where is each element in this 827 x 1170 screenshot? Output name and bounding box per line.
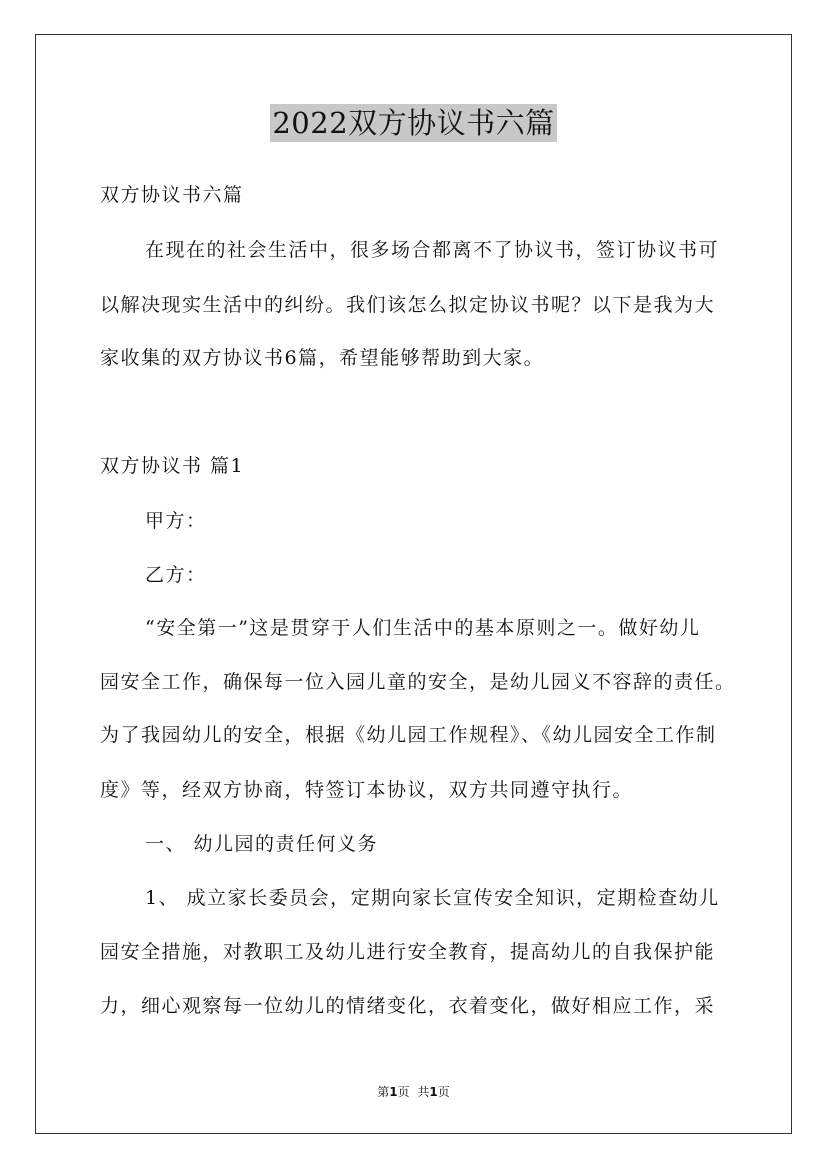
footer-page-number: 1: [389, 1085, 398, 1099]
paragraph-line: 力，细心观察每一位幼儿的情绪变化，衣着变化，做好相应工作，采: [100, 995, 716, 1017]
paragraph-line: 家收集的双方协议书6篇，希望能够帮助到大家。: [100, 347, 545, 369]
party-a-line: 甲方：: [145, 510, 207, 532]
paragraph-line: “安全第一”这是贯穿于人们生活中的基本原则之一。做好幼儿: [145, 617, 701, 639]
page-footer: [0, 1084, 827, 1100]
footer-page-label: 页: [397, 1085, 410, 1099]
paragraph-line: 园安全工作，确保每一位入园儿童的安全，是幼儿园义不容辞的责任。: [100, 671, 736, 693]
title-container: [0, 104, 827, 142]
footer-page-prefix: 第: [377, 1085, 390, 1099]
footer-total-label: 页: [437, 1085, 450, 1099]
party-b-line: 乙方：: [145, 564, 207, 586]
paragraph-line: 1、 成立家长委员会，定期向家长宣传安全知识，定期检查幼儿: [145, 887, 720, 909]
paragraph-line: 度》等，经双方协商，特签订本协议，双方共同遵守执行。: [100, 779, 634, 801]
paragraph-line: 为了我园幼儿的安全，根据《幼儿园工作规程》、《幼儿园安全工作制: [100, 724, 717, 746]
subtitle-line: 双方协议书六篇: [100, 184, 244, 206]
paragraph-line: 以解决现实生活中的纠纷。我们该怎么拟定协议书呢？以下是我为大: [100, 294, 716, 316]
footer-total-pages: 1: [429, 1085, 438, 1099]
paragraph-line: 园安全措施，对教职工及幼儿进行安全教育，提高幼儿的自我保护能: [100, 941, 716, 963]
document-title: 2022双方协议书六篇: [272, 106, 555, 140]
footer-total-prefix: 共: [417, 1085, 430, 1099]
clause-heading: 一、 幼儿园的责任何义务: [145, 833, 379, 855]
section-heading: 双方协议书 篇1: [100, 455, 245, 477]
paragraph-line: 在现在的社会生活中，很多场合都离不了协议书，签订协议书可: [145, 239, 720, 261]
